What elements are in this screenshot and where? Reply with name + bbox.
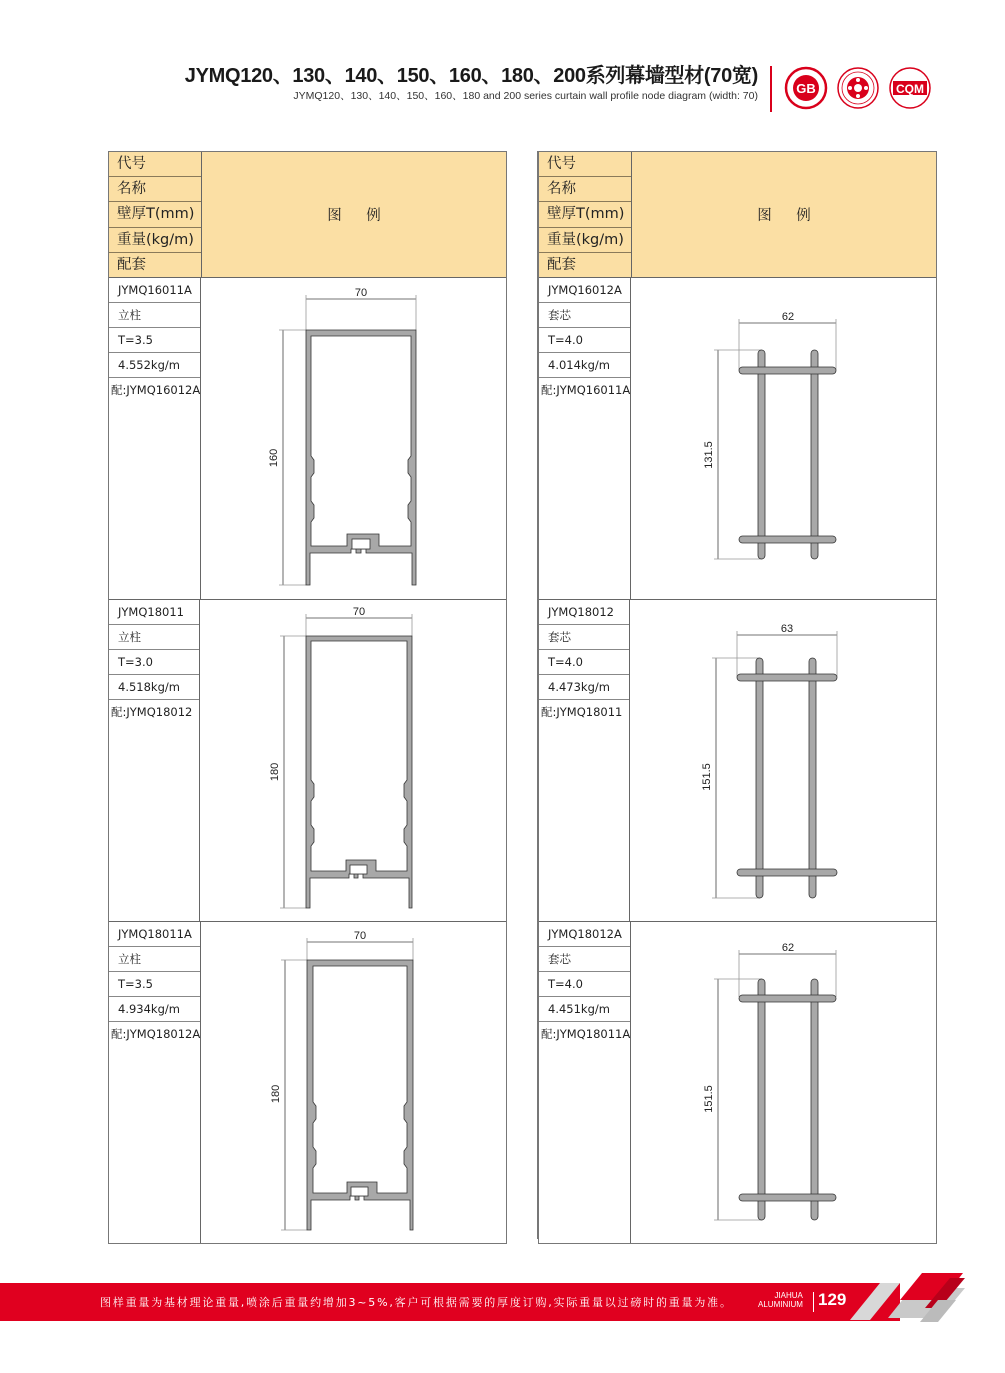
header-label-match: 配套 <box>117 256 146 273</box>
svg-text:151.5: 151.5 <box>703 1085 716 1113</box>
sleeve-core-profile-drawing-icon <box>631 278 937 599</box>
profile-meta <box>539 922 631 1243</box>
profile-match: 配:JYMQ18011A <box>541 1027 631 1041</box>
profile-weight: 4.552kg/m <box>109 353 200 378</box>
profile-thickness: T=3.5 <box>109 328 200 353</box>
brand-mark <box>758 1291 803 1309</box>
profile-table-right <box>538 151 937 1244</box>
profile-code: JYMQ16011A <box>109 278 200 303</box>
svg-text:GB: GB <box>796 81 816 96</box>
brand-line-2: ALUMINIUM <box>758 1300 803 1309</box>
svg-text:180: 180 <box>270 1084 283 1104</box>
table-header <box>109 152 506 278</box>
profile-row <box>109 278 506 600</box>
footer-note: 图样重量为基材理论重量,喷涂后重量约增加3~5%,客户可根据需要的厚度订购,实际重量以过磅时的重量为准。 <box>100 1296 733 1309</box>
header-label-name: 名称 <box>539 177 631 202</box>
svg-text:70: 70 <box>352 606 366 618</box>
sleeve-core-profile-drawing-icon <box>630 600 936 921</box>
profile-meta <box>539 600 630 921</box>
profile-row <box>109 922 506 1243</box>
profile-drawing <box>630 600 936 921</box>
page-number-divider <box>813 1292 814 1312</box>
header-legend: 图 例 <box>327 208 391 224</box>
profile-name: 套芯 <box>539 303 630 328</box>
profile-weight: 4.934kg/m <box>109 997 200 1022</box>
profile-thickness: T=3.0 <box>109 650 199 675</box>
profile-row <box>539 278 936 600</box>
header-label-name: 名称 <box>109 177 201 202</box>
mullion-profile-drawing-icon <box>201 922 507 1243</box>
profile-row <box>109 600 506 922</box>
profile-weight: 4.473kg/m <box>539 675 629 700</box>
quality-seal-logo-icon <box>836 66 880 110</box>
profile-name: 立柱 <box>109 625 199 650</box>
header-label-code: 代号 <box>539 152 631 177</box>
svg-text:180: 180 <box>269 762 281 782</box>
profile-weight: 4.014kg/m <box>539 353 630 378</box>
profile-thickness: T=4.0 <box>539 972 630 997</box>
svg-text:63: 63 <box>780 623 794 635</box>
profile-thickness: T=3.5 <box>109 972 200 997</box>
profile-thickness: T=4.0 <box>539 650 629 675</box>
profile-match: 配:JYMQ16012A <box>111 383 201 397</box>
page-header <box>185 62 758 102</box>
profile-row <box>539 922 936 1243</box>
profile-match: 配:JYMQ18011 <box>541 705 623 719</box>
gb-certification-logo-icon <box>784 66 828 110</box>
profile-match: 配:JYMQ18012 <box>111 705 193 719</box>
header-label-thickness: 壁厚T(mm) <box>109 202 201 227</box>
svg-text:151.5: 151.5 <box>701 763 713 791</box>
profile-weight: 4.451kg/m <box>539 997 630 1022</box>
mullion-profile-drawing-icon <box>200 600 506 921</box>
mullion-profile-drawing-icon <box>201 278 507 599</box>
svg-text:62: 62 <box>782 942 795 954</box>
certification-logos <box>784 66 932 110</box>
brand-line-1: JIAHUA <box>774 1291 803 1300</box>
profile-name: 立柱 <box>109 303 200 328</box>
table-gap-column <box>507 151 538 1239</box>
profile-name: 套芯 <box>539 625 629 650</box>
profile-thickness: T=4.0 <box>539 328 630 353</box>
page-number: 129 <box>818 1290 847 1309</box>
page-title: JYMQ120、130、140、150、160、180、200系列幕墙型材(70宽) <box>184 65 758 87</box>
profile-drawing <box>631 278 937 599</box>
svg-text:70: 70 <box>355 287 368 299</box>
profile-weight: 4.518kg/m <box>109 675 199 700</box>
header-label-code: 代号 <box>109 152 201 177</box>
profile-match: 配:JYMQ18012A <box>111 1027 201 1041</box>
profile-drawing <box>201 278 507 599</box>
profile-row <box>539 600 936 922</box>
footer-decoration-icon <box>850 1270 1005 1330</box>
svg-text:CQM: CQM <box>896 82 924 96</box>
table-header <box>539 152 936 278</box>
profile-meta <box>109 600 200 921</box>
title-divider <box>770 66 772 112</box>
header-labels <box>109 152 202 277</box>
profile-code: JYMQ18011 <box>109 600 199 625</box>
profile-meta <box>109 278 201 599</box>
cqm-certification-logo-icon <box>888 66 932 110</box>
profile-code: JYMQ18011A <box>109 922 200 947</box>
profile-code: JYMQ16012A <box>539 278 630 303</box>
svg-text:62: 62 <box>782 311 795 323</box>
profile-name: 套芯 <box>539 947 630 972</box>
profile-drawing <box>200 600 506 921</box>
header-label-thickness: 壁厚T(mm) <box>539 202 631 227</box>
profile-meta <box>109 922 201 1243</box>
profile-name: 立柱 <box>109 947 200 972</box>
profile-match: 配:JYMQ16011A <box>541 383 631 397</box>
header-label-weight: 重量(kg/m) <box>109 228 201 253</box>
header-label-match: 配套 <box>547 256 576 273</box>
profile-code: JYMQ18012A <box>539 922 630 947</box>
svg-text:70: 70 <box>354 930 367 942</box>
header-legend: 图 例 <box>757 208 821 224</box>
profile-drawing <box>631 922 937 1243</box>
header-label-weight: 重量(kg/m) <box>539 228 631 253</box>
profile-drawing <box>201 922 507 1243</box>
svg-text:160: 160 <box>268 448 281 468</box>
profile-code: JYMQ18012 <box>539 600 629 625</box>
page-subtitle: JYMQ120、130、140、150、160、180 and 200 series curtain wall profile node diagram (width: 70) <box>293 90 758 102</box>
svg-text:131.5: 131.5 <box>703 441 716 469</box>
header-labels <box>539 152 632 277</box>
profile-table-left <box>108 151 507 1244</box>
profile-meta <box>539 278 631 599</box>
sleeve-core-profile-drawing-icon <box>631 922 937 1243</box>
